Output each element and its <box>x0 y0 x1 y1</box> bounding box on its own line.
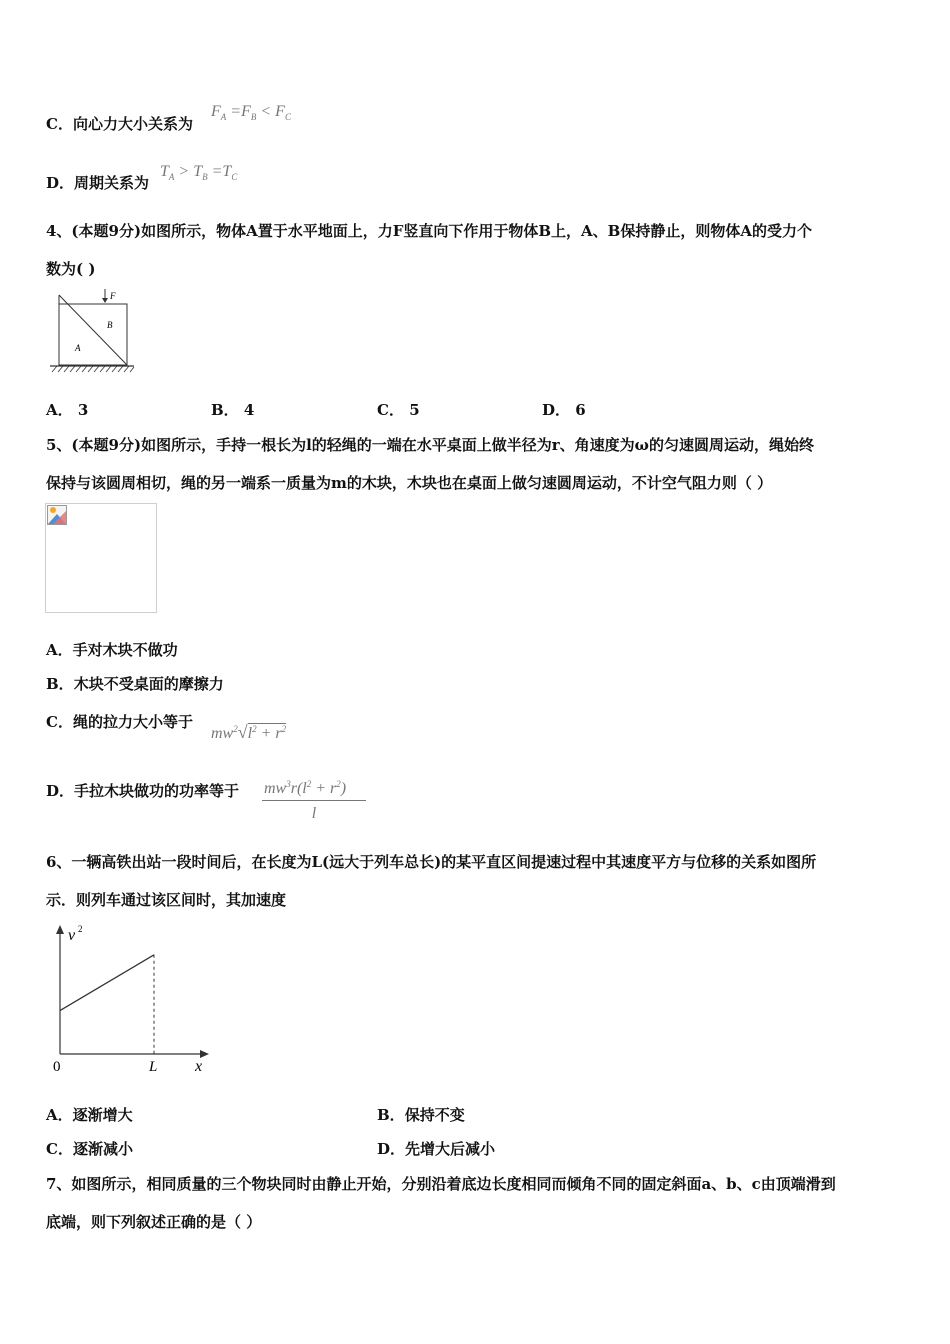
label-f: F <box>110 291 116 301</box>
block-diagonal <box>59 295 127 365</box>
q6-stem-line1: 6、一辆高铁出站一段时间后，在长度为L(远大于列车总长)的某平直区间提速过程中其速度平方与位移的关系如图所 <box>46 853 817 871</box>
fraction-numerator: $mw^3r(l^2 + r^2)$ <box>264 779 347 797</box>
y-axis-label: v <box>68 927 76 944</box>
q5-formula-c: $mw^2√l^2 + r^2$ <box>211 722 287 742</box>
q4-figure-blocks <box>46 285 138 377</box>
q5-option-a: A．手对木块不做功 <box>46 641 178 659</box>
q6-option-c: C．逐渐减小 <box>46 1140 133 1158</box>
broken-image-icon <box>47 505 67 525</box>
force-arrow-head <box>102 298 108 303</box>
q5-stem-line1: 5、(本题9分)如图所示，手持一根长为l的轻绳的一端在水平桌面上做半径为r、角速度为ω的匀速圆周运动，绳始终 <box>46 436 814 454</box>
q4-option-a: A． 3 <box>46 401 89 419</box>
q4-option-b: B． 4 <box>211 401 255 419</box>
fraction-denominator: l <box>311 805 317 822</box>
series-line <box>60 955 154 1011</box>
q3-option-d <box>46 173 149 193</box>
option-label: D． <box>46 174 75 192</box>
option-label: C． <box>46 115 73 133</box>
tick-label-l: L <box>149 1059 158 1074</box>
q6-v2-x-graph <box>44 922 214 1074</box>
q5-stem-line2: 保持与该圆周相切，绳的另一端系一质量为m的木块，木块也在桌面上做匀速圆周运动，不计空气阻力则（ ） <box>46 474 773 492</box>
q3-formula-d: $T_A > T_B =T_C$ <box>160 163 238 182</box>
q6-option-a: A．逐渐增大 <box>46 1106 133 1124</box>
q6-stem-line2: 示．则列车通过该区间时，其加速度 <box>46 891 287 909</box>
label-b: B <box>107 320 113 330</box>
q6-option-b: B．保持不变 <box>377 1106 465 1124</box>
fraction-bar <box>262 800 366 801</box>
q4-stem-line2: 数为( ) <box>46 260 96 278</box>
q4-stem-line1: 4、(本题9分)如图所示，物体A置于水平地面上，力F竖直向下作用于物体B上，A、B保持静止，则物体A的受力个 <box>46 222 812 240</box>
option-text: 周期关系为 <box>74 174 150 192</box>
q5-option-b: B．木块不受桌面的摩擦力 <box>46 675 224 693</box>
block-outline <box>59 304 127 365</box>
q3-formula-c: $F_A =F_B < F_C$ <box>211 103 291 122</box>
q6-option-d: D．先增大后减小 <box>377 1140 496 1158</box>
q7-stem-line2: 底端，则下列叙述正确的是（ ） <box>46 1213 262 1231</box>
x-axis-label: x <box>195 1058 203 1074</box>
q5-broken-image-placeholder <box>45 503 157 613</box>
option-text: 向心力大小关系为 <box>72 115 193 133</box>
q5-option-d: D．手拉木块做功的功率等于 <box>46 782 240 800</box>
origin-label: 0 <box>53 1059 61 1074</box>
ground-hatching <box>52 366 134 372</box>
y-axis-arrow <box>56 925 64 934</box>
q3-option-c <box>46 114 193 134</box>
q5-option-c: C．绳的拉力大小等于 <box>46 713 193 731</box>
label-a: A <box>75 343 81 353</box>
q4-option-d: D． 6 <box>542 401 586 419</box>
x-axis-arrow <box>200 1050 209 1058</box>
q4-option-c: C． 5 <box>377 401 420 419</box>
y-axis-label-exp: 2 <box>78 924 83 934</box>
q7-stem-line1: 7、如图所示，相同质量的三个物块同时由静止开始，分别沿着底边长度相同而倾角不同的固定斜面a、b、c由顶端滑到 <box>46 1175 836 1193</box>
q5-formula-d <box>262 779 366 823</box>
